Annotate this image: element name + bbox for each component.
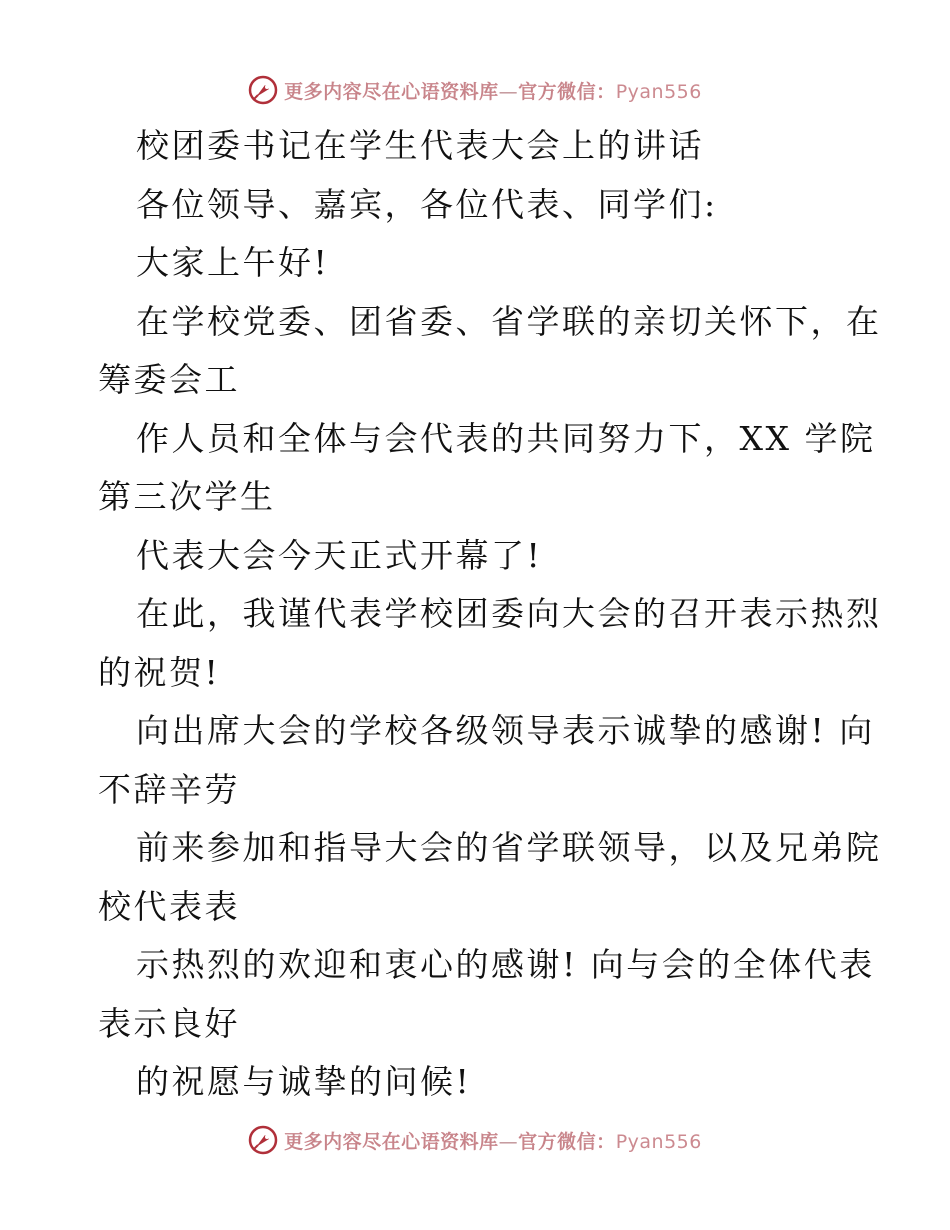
greeting-line: 大家上午好! bbox=[136, 243, 330, 282]
banner-wechat-label: 官方微信： bbox=[518, 1130, 616, 1153]
paragraph-line: 在此，我谨代表学校团委向大会的召开表示热烈 bbox=[136, 594, 882, 633]
banner-wechat-label: 官方微信： bbox=[518, 80, 616, 103]
paragraph-line: 的祝愿与诚挚的问候! bbox=[136, 1062, 472, 1101]
document-body bbox=[98, 117, 882, 1112]
paragraph-line: 第三次学生 bbox=[98, 477, 276, 516]
banner-separator: — bbox=[498, 1130, 519, 1153]
paragraph-line: 筹委会工 bbox=[98, 360, 240, 399]
banner-main-text: 更多内容尽在心语资料库 bbox=[284, 80, 499, 103]
banner-wechat-id: Pyan556 bbox=[615, 1130, 702, 1153]
pen-nib-circle-icon bbox=[248, 75, 278, 105]
paragraph-line: 表示良好 bbox=[98, 1003, 240, 1043]
banner-main-text: 更多内容尽在心语资料库 bbox=[284, 1130, 499, 1153]
paragraph-line: 向出席大会的学校各级领导表示诚挚的感谢! 向 bbox=[136, 711, 875, 750]
paragraph-line: 在学校党委、团省委、省学联的亲切关怀下，在 bbox=[136, 301, 882, 341]
document-title: 校团委书记在学生代表大会上的讲话 bbox=[136, 126, 704, 165]
paragraph-line: 作人员和全体与会代表的共同努力下，XX 学院 bbox=[136, 418, 876, 458]
header-watermark-banner bbox=[0, 70, 950, 110]
pen-nib-circle-icon bbox=[248, 1125, 278, 1155]
paragraph-line: 的祝贺! bbox=[98, 652, 221, 692]
paragraph-line: 示热烈的欢迎和衷心的感谢! 向与会的全体代表 bbox=[136, 945, 875, 984]
banner-wechat-id: Pyan556 bbox=[615, 80, 702, 103]
paragraph-line: 校代表表 bbox=[98, 886, 240, 926]
paragraph-line: 前来参加和指导大会的省学联领导，以及兄弟院 bbox=[136, 828, 882, 867]
banner-separator: — bbox=[498, 80, 519, 103]
paragraph-line: 代表大会今天正式开幕了! bbox=[136, 535, 543, 575]
footer-watermark-banner bbox=[0, 1120, 950, 1160]
paragraph-line: 不辞辛劳 bbox=[98, 769, 240, 809]
salutation-line: 各位领导、嘉宾，各位代表、同学们: bbox=[136, 184, 718, 224]
